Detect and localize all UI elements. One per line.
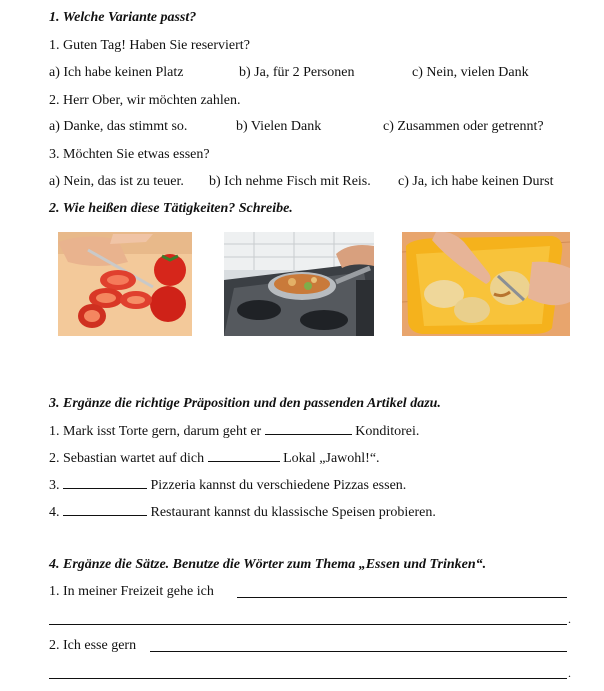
task3-s2-end: Lokal „Jawohl!“. — [283, 451, 380, 466]
tomatoes-cutting-image — [58, 232, 192, 336]
task1-q2-option-a: a) Danke, das stimmt so. — [49, 119, 188, 134]
task4-s1-answer-line-2[interactable] — [49, 624, 567, 625]
cooking-pan-image — [224, 232, 374, 336]
task3-s3-start: 3. — [49, 478, 60, 493]
task3-s3-end: Pizzeria kannst du verschiedene Pizzas essen. — [150, 478, 407, 493]
task4-s2-period: . — [568, 666, 571, 680]
task1-q2-option-b: b) Vielen Dank — [236, 119, 322, 134]
task1-q3-option-c: c) Ja, ich habe keinen Durst — [398, 174, 554, 189]
task1-q1-option-b: b) Ja, für 2 Personen — [239, 65, 355, 80]
task1-q2-option-c: c) Zusammen oder getrennt? — [383, 119, 544, 134]
task1-q1-option-c: c) Nein, vielen Dank — [412, 65, 529, 80]
task3-s1-end: Konditorei. — [355, 424, 420, 439]
task3-s3-blank[interactable] — [63, 475, 147, 489]
task3-sentence-2 — [49, 448, 380, 468]
task3-s4-end: Restaurant kannst du klassische Speisen probieren. — [150, 505, 436, 520]
task3-s2-blank[interactable] — [208, 448, 280, 462]
task4-s2-answer-line-2[interactable] — [49, 678, 567, 679]
task3-s4-start: 4. — [49, 505, 60, 520]
task1-question-1: 1. Guten Tag! Haben Sie reserviert? — [49, 38, 250, 53]
task1-q3-option-a: a) Nein, das ist zu teuer. — [49, 174, 184, 189]
task4-s1-answer-line[interactable] — [237, 597, 567, 598]
task4-s1-period: . — [568, 612, 571, 626]
task3-sentence-3 — [49, 475, 406, 495]
task3-s1-blank[interactable] — [265, 421, 352, 435]
task1-question-2: 2. Herr Ober, wir möchten zahlen. — [49, 93, 241, 108]
task2-heading: 2. Wie heißen diese Tätigkeiten? Schreibe. — [49, 201, 293, 216]
task3-s4-blank[interactable] — [63, 502, 147, 516]
task1-heading: 1. Welche Variante passt? — [49, 10, 197, 25]
task4-heading: 4. Ergänze die Sätze. Benutze die Wörter zum Thema „Essen und Trinken“. — [49, 557, 487, 572]
task1-q1-option-a: a) Ich habe keinen Platz — [49, 65, 184, 80]
task3-s2-start: 2. Sebastian wartet auf dich — [49, 451, 205, 466]
task3-s1-start: 1. Mark isst Torte gern, darum geht er — [49, 424, 262, 439]
task3-sentence-1 — [49, 421, 419, 441]
task1-question-3: 3. Möchten Sie etwas essen? — [49, 147, 210, 162]
task3-heading: 3. Ergänze die richtige Präposition und den passenden Artikel dazu. — [49, 396, 441, 411]
task4-sentence-2: 2. Ich esse gern — [49, 638, 137, 653]
task3-sentence-4 — [49, 502, 436, 522]
task1-q3-option-b: b) Ich nehme Fisch mit Reis. — [209, 174, 371, 189]
task4-s2-answer-line[interactable] — [150, 651, 567, 652]
task4-sentence-1: 1. In meiner Freizeit gehe ich — [49, 584, 214, 599]
peeling-potato-image — [402, 232, 570, 336]
